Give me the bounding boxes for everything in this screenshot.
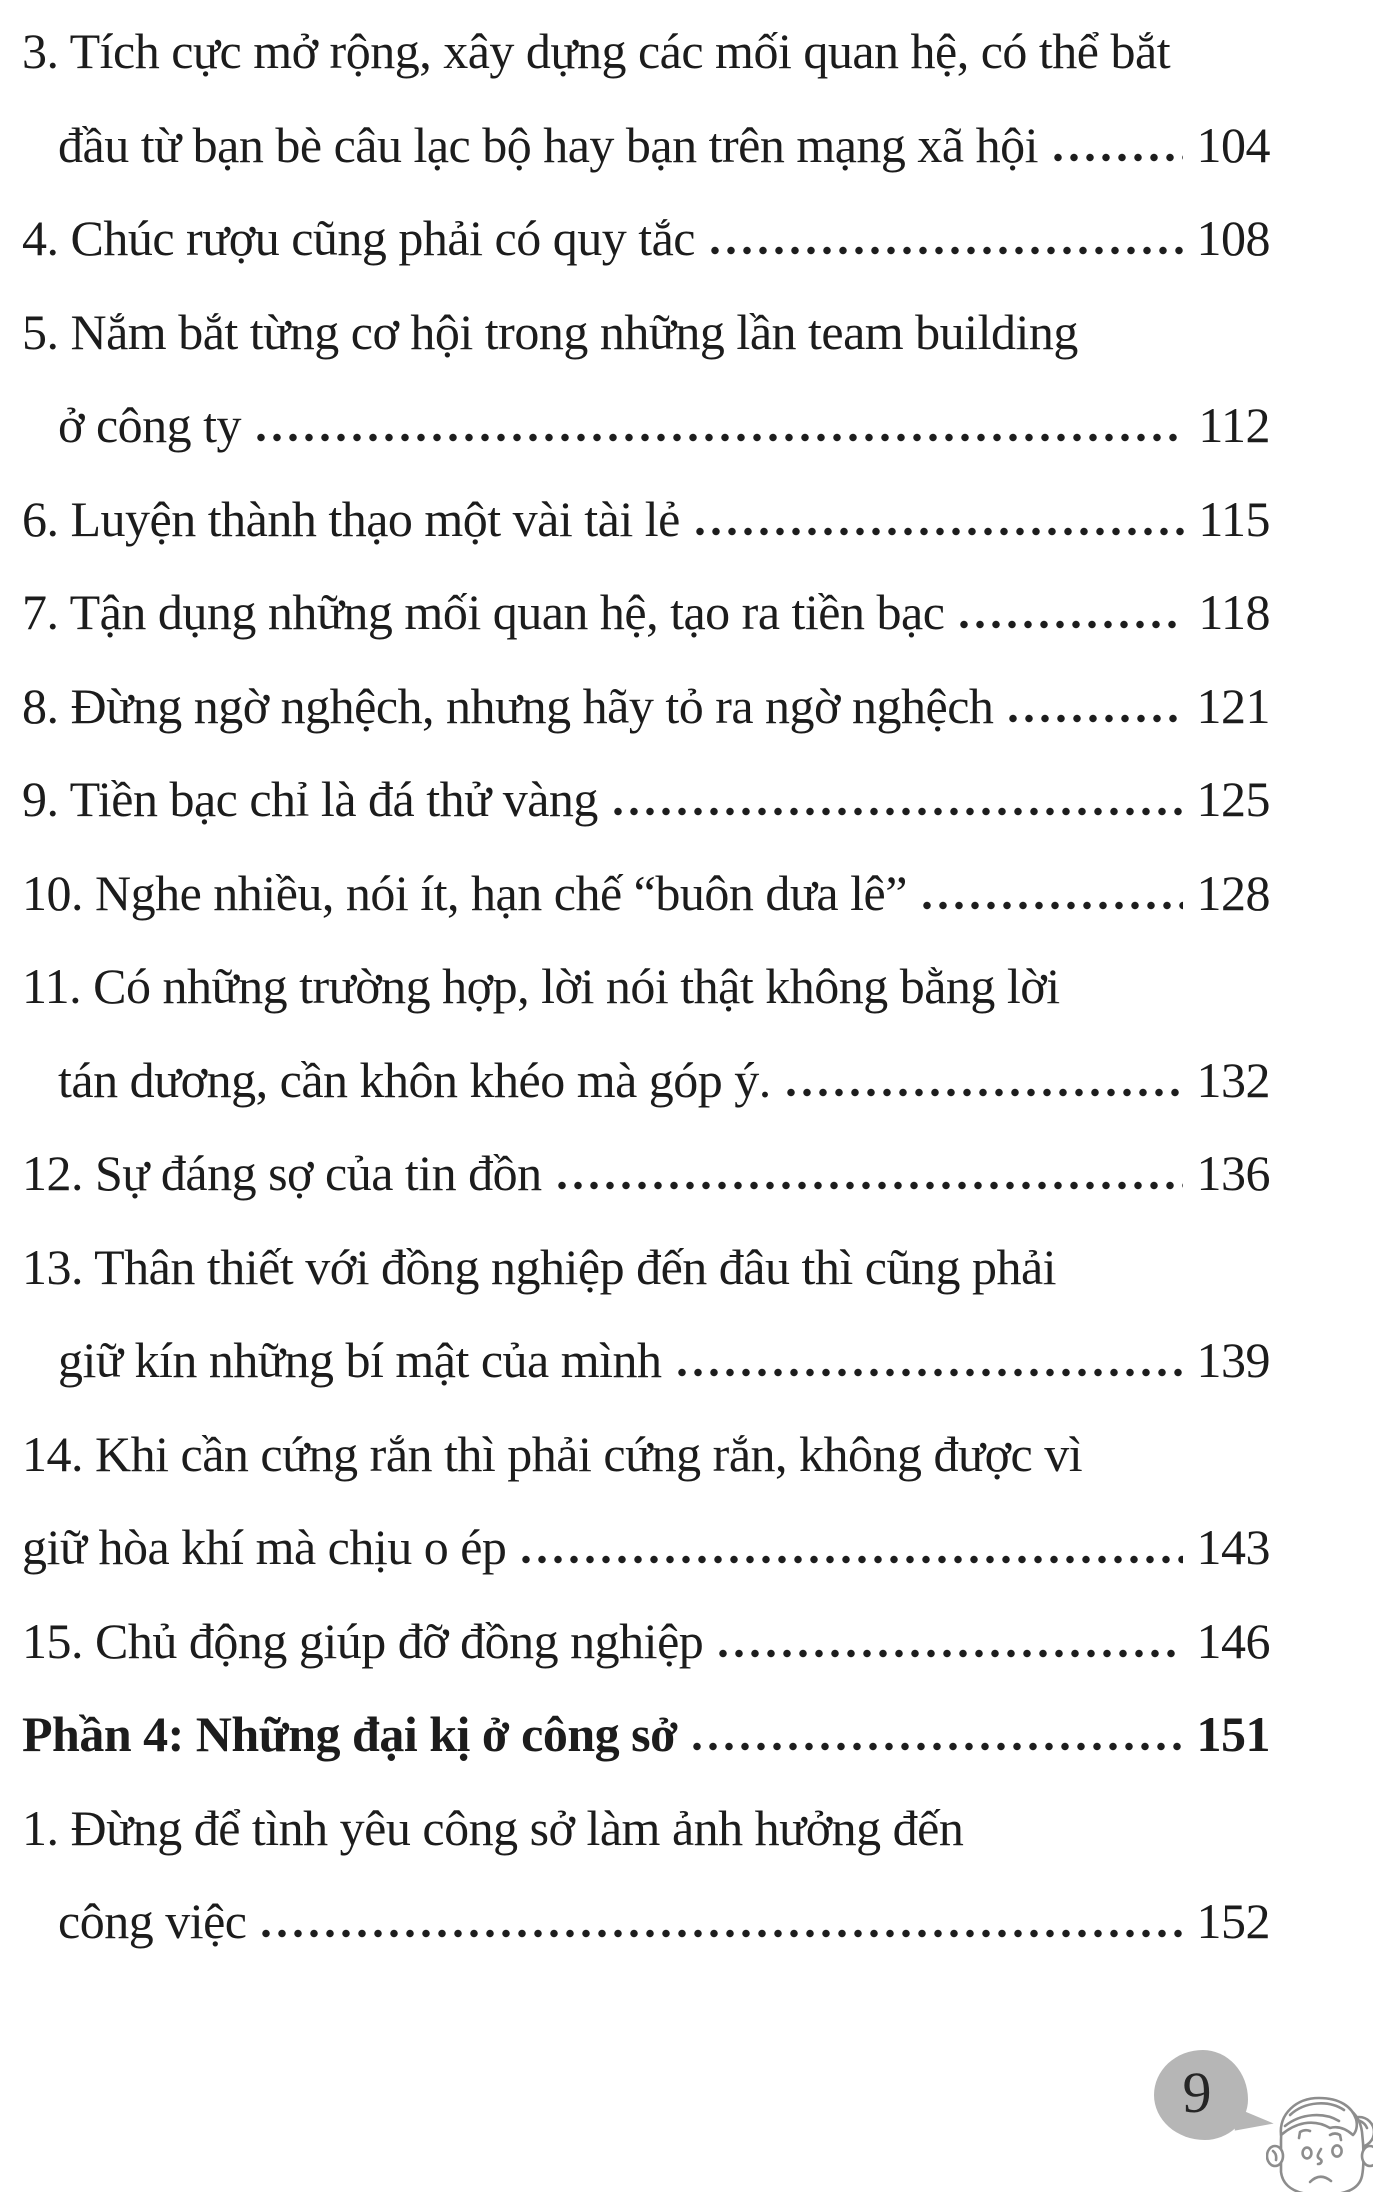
- toc-line: [22, 1224, 1270, 1318]
- dot-leader: [610, 807, 1183, 816]
- toc-line-text: 6. Luyện thành thạo một vài tài lẻ: [22, 490, 680, 547]
- toc-line-text: giữ hòa khí mà chịu o ép: [22, 1519, 507, 1575]
- toc-line: [22, 1411, 1270, 1505]
- toc-line-text: 9. Tiền bạc chỉ là đá thử vàng: [22, 771, 598, 827]
- page-number: 9: [1182, 2059, 1212, 2125]
- dot-leader: [1005, 714, 1182, 723]
- toc-line-text: đầu từ bạn bè câu lạc bộ hay bạn trên mạng xã hội: [58, 116, 1039, 173]
- toc-line: [22, 569, 1270, 663]
- dot-leader: [707, 246, 1183, 255]
- toc-line: [22, 8, 1270, 102]
- toc-page-number: 136: [1196, 1145, 1270, 1201]
- toc-line-text: 8. Đừng ngờ nghệch, nhưng hãy tỏ ra ngờ nghệch: [22, 677, 994, 734]
- toc-line-text: 4. Chúc rượu cũng phải có quy tắc: [22, 210, 695, 266]
- toc-line-text: 15. Chủ động giúp đỡ đồng nghiệp: [22, 1612, 704, 1669]
- toc-line: [22, 1598, 1270, 1692]
- toc-line: [22, 1037, 1270, 1131]
- toc-line: [22, 1878, 1270, 1972]
- toc-line-text: giữ kín những bí mật của mình: [58, 1332, 662, 1388]
- toc-page-number: 104: [1196, 116, 1270, 173]
- toc-page-number: 112: [1198, 397, 1270, 453]
- toc-line-text: 3. Tích cực mở rộng, xây dựng các mối quan hệ, có thể bắt: [22, 23, 1171, 79]
- toc-page-number: 146: [1196, 1612, 1270, 1669]
- toc-line-text: 12. Sự đáng sợ của tin đồn: [22, 1145, 542, 1201]
- dot-leader: [554, 1181, 1183, 1190]
- toc-page-number: 118: [1198, 584, 1270, 640]
- toc-line: [22, 1130, 1270, 1224]
- dot-leader: [715, 1649, 1182, 1658]
- toc-line: [22, 289, 1270, 383]
- toc-page-number: 121: [1196, 677, 1270, 734]
- toc-page-number: 152: [1196, 1893, 1270, 1949]
- page-number-bubble: [1154, 2050, 1248, 2140]
- toc-line: [22, 382, 1270, 476]
- dot-leader: [692, 527, 1185, 536]
- toc-line-text: công việc: [58, 1893, 247, 1949]
- toc-line-text: 7. Tận dụng những mối quan hệ, tạo ra tiền bạc: [22, 584, 945, 640]
- toc-line: [22, 663, 1270, 757]
- toc-page-number: 115: [1198, 490, 1270, 547]
- toc-page-number: 139: [1196, 1332, 1270, 1388]
- dot-leader: [919, 901, 1183, 910]
- toc-list: [22, 8, 1270, 1972]
- toc-line-text: 14. Khi cần cứng rắn thì phải cứng rắn, không được vì: [22, 1425, 1083, 1482]
- dot-leader: [1050, 153, 1182, 162]
- dot-leader: [518, 1555, 1182, 1564]
- dot-leader: [253, 433, 1184, 442]
- toc-page-number: 108: [1196, 210, 1270, 266]
- toc-line: [22, 943, 1270, 1037]
- toc-line-text: Phần 4: Những đại kị ở công sở: [22, 1706, 678, 1762]
- dot-leader: [689, 1742, 1182, 1751]
- toc-line-text: 1. Đừng để tình yêu công sở làm ảnh hưởng đến: [22, 1799, 964, 1856]
- toc-page-number: 151: [1196, 1706, 1270, 1762]
- toc-line-text: ở công ty: [58, 397, 242, 453]
- toc-line: [22, 1785, 1270, 1879]
- dot-leader: [956, 620, 1184, 629]
- toc-line-text: 13. Thân thiết với đồng nghiệp đến đâu thì cũng phải: [22, 1238, 1057, 1295]
- worried-face-icon: [1266, 2088, 1373, 2192]
- toc-page-number: 132: [1196, 1051, 1270, 1108]
- toc-line-text: 10. Nghe nhiều, nói ít, hạn chế “buôn dưa lê”: [22, 864, 907, 921]
- toc-line-text: tán dương, cần khôn khéo mà góp ý.: [58, 1051, 771, 1108]
- toc-page-number: 143: [1196, 1519, 1270, 1575]
- dot-leader: [258, 1929, 1182, 1938]
- toc-line: [22, 1317, 1270, 1411]
- toc-line: [22, 195, 1270, 289]
- toc-line: [22, 1504, 1270, 1598]
- toc-line: [22, 102, 1270, 196]
- toc-line-text: 11. Có những trường hợp, lời nói thật không bằng lời: [22, 958, 1060, 1014]
- toc-page-number: 128: [1196, 864, 1270, 921]
- toc-line: [22, 756, 1270, 850]
- toc-line: [22, 476, 1270, 570]
- toc-page-number: 125: [1196, 771, 1270, 827]
- dot-leader: [783, 1088, 1183, 1097]
- toc-line-text: 5. Nắm bắt từng cơ hội trong những lần team building: [22, 303, 1078, 360]
- toc-line: [22, 1691, 1270, 1785]
- dot-leader: [674, 1368, 1183, 1377]
- toc-line: [22, 850, 1270, 944]
